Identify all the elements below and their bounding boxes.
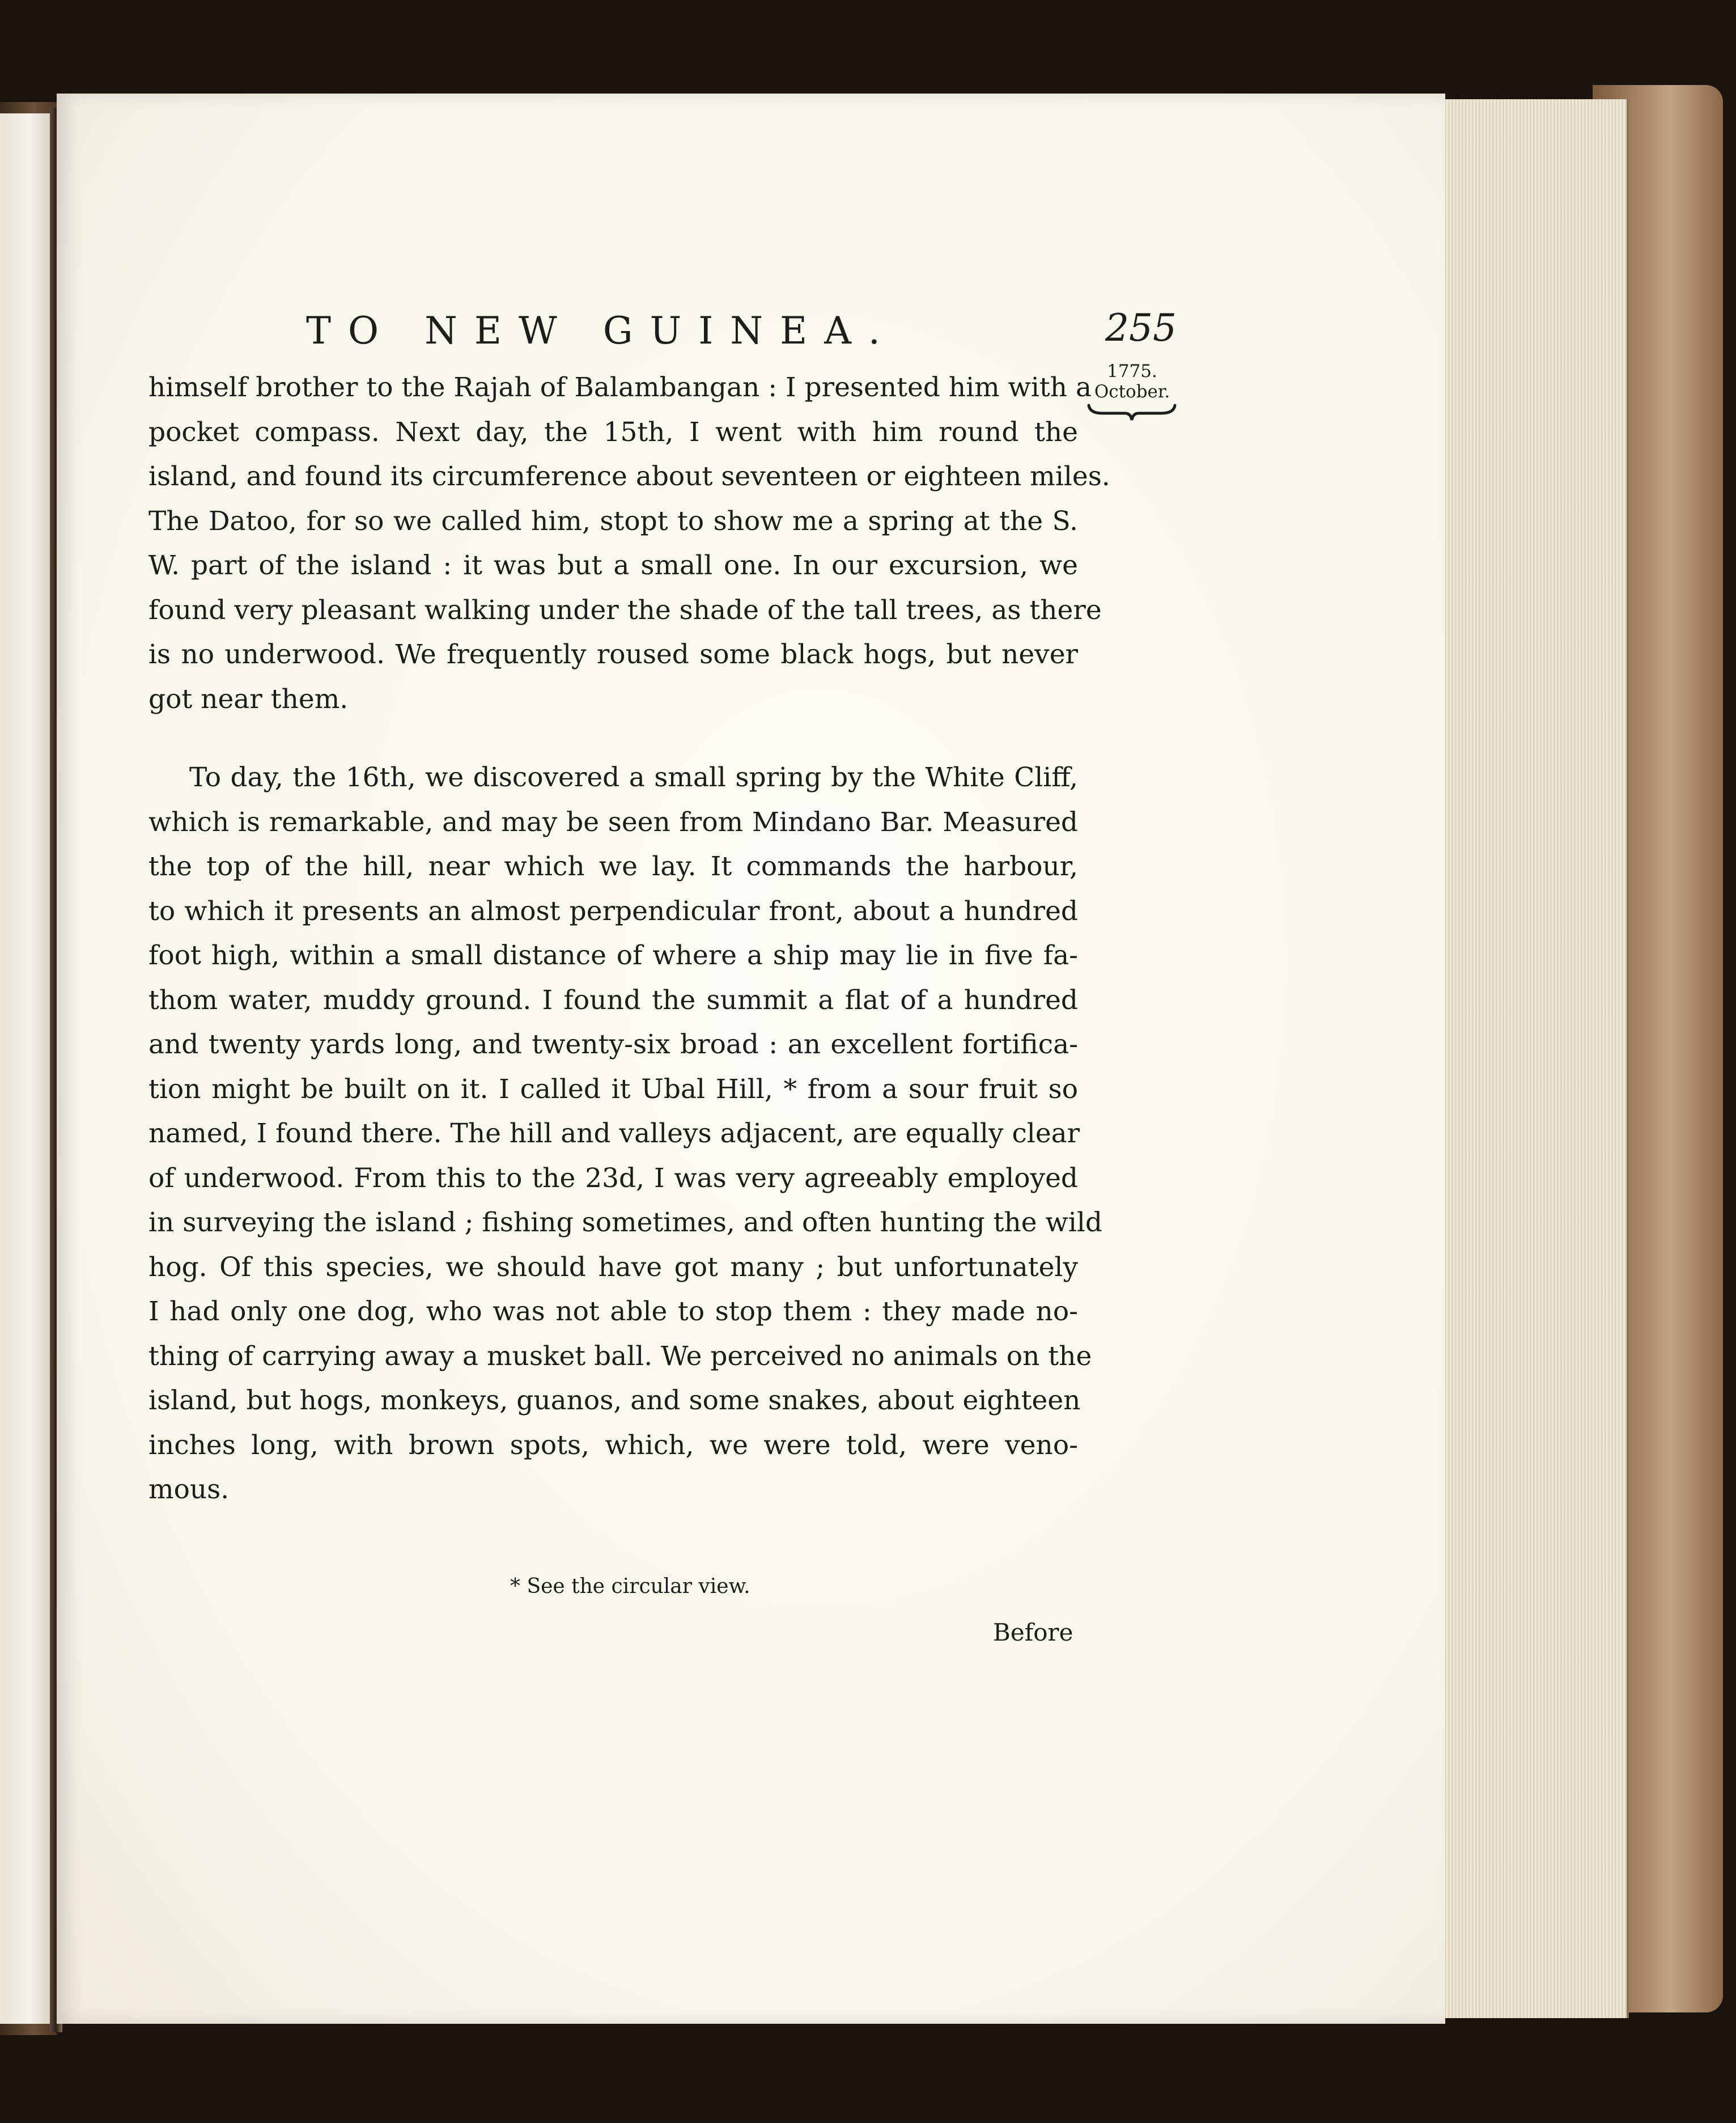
running-head: TO NEW GUINEA.: [306, 309, 897, 353]
page-number: 255: [1105, 306, 1177, 350]
margin-year: 1775.: [1107, 361, 1157, 382]
paragraph-1: [148, 366, 1110, 722]
text-line: and twenty yards long, and twenty-six broad : an excellent fortifica-: [148, 1029, 1078, 1060]
text-line: island, but hogs, monkeys, guanos, and some snakes, about eighteen: [148, 1385, 1081, 1416]
text-line: inches long, with brown spots, which, we were told, were veno-: [148, 1429, 1078, 1461]
brace-icon: [1085, 403, 1179, 422]
paragraph-2: [148, 756, 1102, 1512]
text-line: island, and found its circumference about seventeen or eighteen miles.: [148, 461, 1110, 492]
text-line: tion might be built on it. I called it Ubal Hill, * from a sour fruit so: [148, 1073, 1078, 1105]
text-line: which is remarkable, and may be seen from Mindano Bar. Measured: [148, 806, 1078, 838]
text-line: thom water, muddy ground. I found the summit a flat of a hundred: [148, 984, 1078, 1016]
footnote: * See the circular view.: [510, 1575, 750, 1598]
text-line: foot high, within a small distance of where a ship may lie in five fa-: [148, 940, 1078, 971]
text-line: found very pleasant walking under the shade of the tall trees, as there: [148, 594, 1102, 626]
left-page-edge: [0, 113, 53, 2024]
text-line: to which it presents an almost perpendicular front, about a hundred: [148, 895, 1078, 927]
text-line: thing of carrying away a musket ball. We perceived no animals on the: [148, 1340, 1092, 1372]
catchword: Before: [993, 1618, 1073, 1646]
margin-month: October.: [1094, 382, 1170, 402]
text-line: of underwood. From this to the 23d, I was very agreeably employed: [148, 1162, 1078, 1194]
text-line: W. part of the island : it was but a small one. In our excursion, we: [148, 550, 1078, 581]
margin-note: [1085, 361, 1179, 422]
body-text: [148, 366, 1110, 1512]
text-line: mous.: [148, 1474, 230, 1505]
text-line: The Datoo, for so we called him, stopt to show me a spring at the S.: [148, 505, 1078, 537]
text-line: got near them.: [148, 683, 349, 715]
page-edges: [1440, 99, 1629, 2018]
text-line: himself brother to the Rajah of Balambangan : I presented him with a: [148, 372, 1092, 403]
text-line: is no underwood. We frequently roused some black hogs, but never: [148, 639, 1078, 670]
text-line: I had only one dog, who was not able to stop them : they made no-: [148, 1296, 1078, 1327]
text-line: pocket compass. Next day, the 15th, I went with him round the: [148, 416, 1078, 448]
text-line: To day, the 16th, we discovered a small spring by the White Cliff,: [189, 762, 1078, 793]
text-line: hog. Of this species, we should have got many ; but unfortunately: [148, 1251, 1078, 1283]
text-line: named, I found there. The hill and valleys adjacent, are equally clear: [148, 1118, 1080, 1149]
text-line: the top of the hill, near which we lay. It commands the harbour,: [148, 851, 1078, 882]
text-line: in surveying the island ; fishing sometimes, and often hunting the wild: [148, 1207, 1102, 1238]
